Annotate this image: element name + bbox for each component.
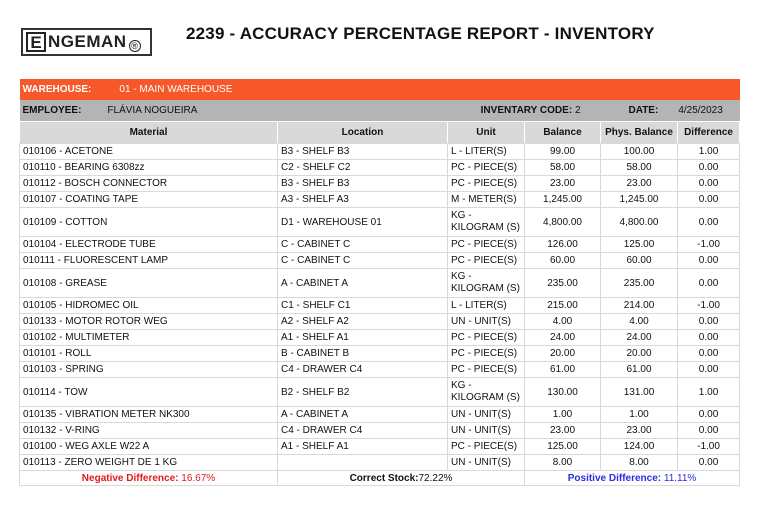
- table-row: [20, 362, 740, 378]
- balance-cell: 4,800.00: [525, 208, 601, 237]
- material-cell: 010109 - COTTON: [20, 208, 278, 237]
- phys-balance-cell: 20.00: [601, 346, 678, 362]
- table-row: [20, 160, 740, 176]
- material-cell: 010107 - COATING TAPE: [20, 192, 278, 208]
- location-cell: B3 - SHELF B3: [278, 176, 448, 192]
- unit-cell: PC - PIECE(S): [448, 237, 525, 253]
- material-cell: 010101 - ROLL: [20, 346, 278, 362]
- table-row: [20, 455, 740, 471]
- difference-cell: 0.00: [678, 269, 740, 298]
- difference-cell: 0.00: [678, 330, 740, 346]
- col-phys-balance: Phys. Balance: [601, 122, 678, 144]
- location-cell: C4 - DRAWER C4: [278, 362, 448, 378]
- location-cell: C1 - SHELF C1: [278, 298, 448, 314]
- phys-balance-cell: 131.00: [601, 378, 678, 407]
- material-cell: 010110 - BEARING 6308zz: [20, 160, 278, 176]
- difference-cell: 0.00: [678, 176, 740, 192]
- column-headers: [20, 122, 740, 144]
- location-cell: A - CABINET A: [278, 269, 448, 298]
- table-row: [20, 237, 740, 253]
- phys-balance-cell: 4,800.00: [601, 208, 678, 237]
- difference-cell: 0.00: [678, 455, 740, 471]
- location-cell: [278, 455, 448, 471]
- phys-balance-cell: 214.00: [601, 298, 678, 314]
- location-cell: C - CABINET C: [278, 237, 448, 253]
- difference-cell: 0.00: [678, 407, 740, 423]
- col-balance: Balance: [525, 122, 601, 144]
- unit-cell: L - LITER(S): [448, 144, 525, 160]
- col-difference: Difference: [678, 122, 740, 144]
- phys-balance-cell: 60.00: [601, 253, 678, 269]
- table-row: [20, 208, 740, 237]
- material-cell: 010133 - MOTOR ROTOR WEG: [20, 314, 278, 330]
- unit-cell: PC - PIECE(S): [448, 176, 525, 192]
- negative-label: Negative Difference:: [81, 472, 179, 484]
- table-row: [20, 314, 740, 330]
- col-unit: Unit: [448, 122, 525, 144]
- balance-cell: 4.00: [525, 314, 601, 330]
- location-cell: A3 - SHELF A3: [278, 192, 448, 208]
- unit-cell: PC - PIECE(S): [448, 439, 525, 455]
- difference-cell: 0.00: [678, 314, 740, 330]
- location-cell: C4 - DRAWER C4: [278, 423, 448, 439]
- balance-cell: 24.00: [525, 330, 601, 346]
- table-row: [20, 253, 740, 269]
- employee-label: EMPLOYEE:: [22, 105, 82, 116]
- material-cell: 010105 - HIDROMEC OIL: [20, 298, 278, 314]
- material-cell: 010103 - SPRING: [20, 362, 278, 378]
- balance-cell: 61.00: [525, 362, 601, 378]
- material-cell: 010104 - ELECTRODE TUBE: [20, 237, 278, 253]
- unit-cell: PC - PIECE(S): [448, 346, 525, 362]
- phys-balance-cell: 23.00: [601, 423, 678, 439]
- phys-balance-cell: 8.00: [601, 455, 678, 471]
- balance-cell: 58.00: [525, 160, 601, 176]
- unit-cell: PC - PIECE(S): [448, 330, 525, 346]
- location-cell: C2 - SHELF C2: [278, 160, 448, 176]
- balance-cell: 1,245.00: [525, 192, 601, 208]
- employee-value: FLÁVIA NOGUEIRA: [107, 105, 198, 116]
- material-cell: 010114 - TOW: [20, 378, 278, 407]
- unit-cell: PC - PIECE(S): [448, 160, 525, 176]
- table-row: [20, 378, 740, 407]
- warehouse-bar: [20, 79, 740, 100]
- phys-balance-cell: 24.00: [601, 330, 678, 346]
- table-row: [20, 144, 740, 160]
- report-table: [19, 79, 740, 486]
- table-row: [20, 192, 740, 208]
- unit-cell: KG - KILOGRAM (S): [448, 269, 525, 298]
- location-cell: A - CABINET A: [278, 407, 448, 423]
- difference-cell: 0.00: [678, 423, 740, 439]
- table-row: [20, 407, 740, 423]
- balance-cell: 8.00: [525, 455, 601, 471]
- location-cell: B - CABINET B: [278, 346, 448, 362]
- unit-cell: UN - UNIT(S): [448, 314, 525, 330]
- location-cell: A1 - SHELF A1: [278, 330, 448, 346]
- material-cell: 010132 - V-RING: [20, 423, 278, 439]
- phys-balance-cell: 124.00: [601, 439, 678, 455]
- difference-cell: -1.00: [678, 298, 740, 314]
- location-cell: B2 - SHELF B2: [278, 378, 448, 407]
- material-cell: 010108 - GREASE: [20, 269, 278, 298]
- unit-cell: KG - KILOGRAM (S): [448, 378, 525, 407]
- phys-balance-cell: 235.00: [601, 269, 678, 298]
- table-row: [20, 269, 740, 298]
- employee-bar: [20, 100, 740, 122]
- difference-cell: 0.00: [678, 208, 740, 237]
- col-material: Material: [20, 122, 278, 144]
- date-value: 4/25/2023: [678, 105, 723, 116]
- difference-cell: 0.00: [678, 160, 740, 176]
- location-cell: B3 - SHELF B3: [278, 144, 448, 160]
- positive-label: Positive Difference:: [567, 472, 662, 484]
- inventory-code-value: 2: [574, 105, 581, 116]
- difference-cell: 0.00: [678, 362, 740, 378]
- difference-cell: 1.00: [678, 144, 740, 160]
- material-cell: 010113 - ZERO WEIGHT DE 1 KG: [20, 455, 278, 471]
- balance-cell: 60.00: [525, 253, 601, 269]
- registered-icon: ®: [129, 40, 141, 52]
- unit-cell: UN - UNIT(S): [448, 455, 525, 471]
- phys-balance-cell: 4.00: [601, 314, 678, 330]
- location-cell: D1 - WAREHOUSE 01: [278, 208, 448, 237]
- difference-cell: 0.00: [678, 192, 740, 208]
- unit-cell: KG - KILOGRAM (S): [448, 208, 525, 237]
- warehouse-label: WAREHOUSE:: [22, 84, 92, 95]
- phys-balance-cell: 100.00: [601, 144, 678, 160]
- balance-cell: 23.00: [525, 423, 601, 439]
- material-cell: 010135 - VIBRATION METER NK300: [20, 407, 278, 423]
- unit-cell: UN - UNIT(S): [448, 407, 525, 423]
- report-title: 2239 - ACCURACY PERCENTAGE REPORT - INVENTORY: [186, 24, 655, 43]
- material-cell: 010102 - MULTIMETER: [20, 330, 278, 346]
- date-label: DATE:: [628, 105, 659, 116]
- negative-value: 16.67%: [181, 472, 216, 484]
- inventory-code-label: INVENTARY CODE:: [480, 105, 573, 116]
- table-row: [20, 298, 740, 314]
- difference-cell: -1.00: [678, 439, 740, 455]
- unit-cell: L - LITER(S): [448, 298, 525, 314]
- table-row: [20, 423, 740, 439]
- unit-cell: UN - UNIT(S): [448, 423, 525, 439]
- difference-cell: 1.00: [678, 378, 740, 407]
- difference-cell: 0.00: [678, 253, 740, 269]
- balance-cell: 125.00: [525, 439, 601, 455]
- col-location: Location: [278, 122, 448, 144]
- difference-cell: -1.00: [678, 237, 740, 253]
- correct-label: Correct Stock:: [349, 472, 419, 484]
- phys-balance-cell: 58.00: [601, 160, 678, 176]
- balance-cell: 20.00: [525, 346, 601, 362]
- balance-cell: 215.00: [525, 298, 601, 314]
- location-cell: A1 - SHELF A1: [278, 439, 448, 455]
- location-cell: C - CABINET C: [278, 253, 448, 269]
- phys-balance-cell: 1.00: [601, 407, 678, 423]
- balance-cell: 126.00: [525, 237, 601, 253]
- unit-cell: PC - PIECE(S): [448, 362, 525, 378]
- material-cell: 010106 - ACETONE: [20, 144, 278, 160]
- unit-cell: M - METER(S): [448, 192, 525, 208]
- table-row: [20, 439, 740, 455]
- unit-cell: PC - PIECE(S): [448, 253, 525, 269]
- balance-cell: 23.00: [525, 176, 601, 192]
- balance-cell: 130.00: [525, 378, 601, 407]
- phys-balance-cell: 1,245.00: [601, 192, 678, 208]
- table-row: [20, 176, 740, 192]
- table-row: [20, 330, 740, 346]
- phys-balance-cell: 23.00: [601, 176, 678, 192]
- balance-cell: 1.00: [525, 407, 601, 423]
- material-cell: 010112 - BOSCH CONNECTOR: [20, 176, 278, 192]
- logo-letter: E: [26, 32, 46, 52]
- material-cell: 010111 - FLUORESCENT LAMP: [20, 253, 278, 269]
- difference-cell: 0.00: [678, 346, 740, 362]
- warehouse-value: 01 - MAIN WAREHOUSE: [119, 84, 233, 95]
- positive-value: 11.11%: [663, 472, 697, 484]
- balance-cell: 99.00: [525, 144, 601, 160]
- correct-value: 72.22%: [418, 472, 453, 484]
- phys-balance-cell: 125.00: [601, 237, 678, 253]
- engeman-logo: [21, 28, 152, 56]
- table-row: [20, 346, 740, 362]
- material-cell: 010100 - WEG AXLE W22 A: [20, 439, 278, 455]
- balance-cell: 235.00: [525, 269, 601, 298]
- summary-row: [20, 471, 740, 486]
- logo-text: NGEMAN: [48, 32, 127, 51]
- phys-balance-cell: 61.00: [601, 362, 678, 378]
- location-cell: A2 - SHELF A2: [278, 314, 448, 330]
